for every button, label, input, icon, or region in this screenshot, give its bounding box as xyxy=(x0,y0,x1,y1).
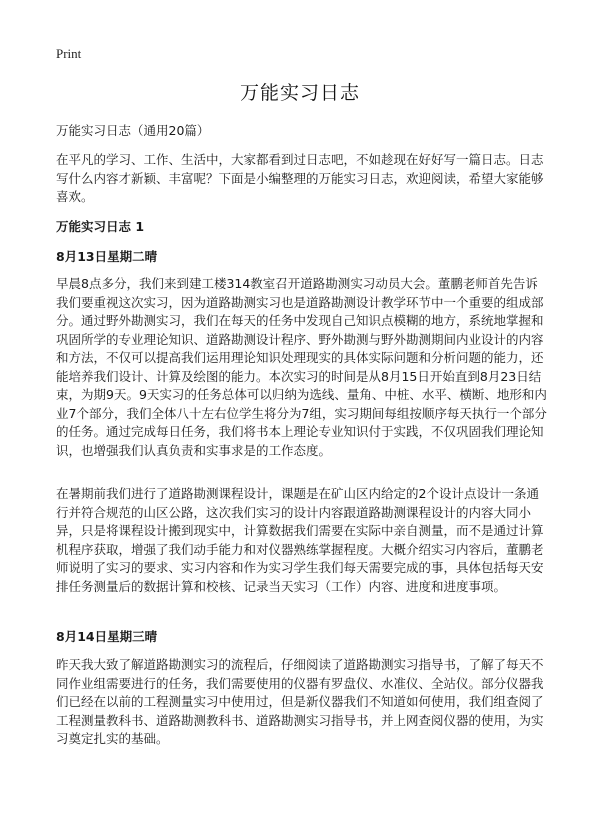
entry-date-heading: 8月13日星期二晴 xyxy=(56,249,158,264)
page-title: 万能实习日志 xyxy=(239,82,360,104)
entry-date-heading: 8月14日星期三晴 xyxy=(56,629,158,644)
entry-paragraph: 昨天我大致了解道路勘测实习的流程后，仔细阅读了道路勘测实习指导书，了解了每天不同作业组需要进行的任务，我们需要使用的仪器有罗盘仪、水准仪、全站仪。部分仪器我们已经在以前的工程测量实习中使用过，但是新仪器我们不知道如何使用，我们组查阅了工程测量教科书、道路勘测教科书、道路勘测实习指导书，并上网查阅仪器的使用，为实习奠定扎实的基础。 xyxy=(56,657,544,746)
entry-paragraph: 早晨8点多分，我们来到建工楼314教室召开道路勘测实习动员大会。董鹏老师首先告诉我们要重视这次实习，因为道路勘测实习也是道路勘测设计教学环节中一个重要的组成部分。通过野外勘测实习，我们在每天的任务中发现自己知识点模糊的地方，系统地掌握和巩固所学的专业理论知识、道路勘测设计程序、野外勘测与野外勘测期间内业设计的内容和方法，不仅可以提高我们运用理论知识处理现实的具体实际问题和分析问题的能力，还能培养我们设计、计算及绘图的能力。本次实习的时间是从8月15日开始直到8月23日结束，为期9天。9天实习的任务总体可以归纳为选线、量角、中桩、水平、横断、地形和内业7个部分，我们全体八十左右位学生将分为7组，实习期间每组按顺序每天执行一个部分的任务。通过完成每日任务，我们将书本上理论专业知识付于实践，不仅巩固我们理论知识，也增强我们认真负责和实事求是的工作态度。 xyxy=(56,276,547,458)
section-heading: 万能实习日志 1 xyxy=(56,219,145,234)
document-subtitle: 万能实习日志（通用20篇） xyxy=(56,123,210,138)
entry-paragraph: 在暑期前我们进行了道路勘测课程设计，课题是在矿山区内给定的2个设计点设计一条通行并符合规范的山区公路，这次我们实习的设计内容跟道路勘测课程设计的内容大同小异，只是将课程设计搬到现实中，计算数据我们需要在实际中亲自测量，而不是通过计算机程序获取，增强了我们动手能力和对仪器熟练掌握程度。大概介绍实习内容后，董鹏老师说明了实习的要求、实习内容和作为实习学生我们每天需要完成的事，具体包括每天安排任务测量后的数据计算和校核、记录当天实习（工作）内容、进度和进度事项。 xyxy=(56,486,544,594)
intro-paragraph: 在平凡的学习、工作、生活中，大家都看到过日志吧，不如趁现在好好写一篇日志。日志写什么内容才新颖、丰富呢？下面是小编整理的万能实习日志，欢迎阅读，希望大家能够喜欢。 xyxy=(56,152,544,204)
print-link[interactable]: Print xyxy=(56,46,82,61)
